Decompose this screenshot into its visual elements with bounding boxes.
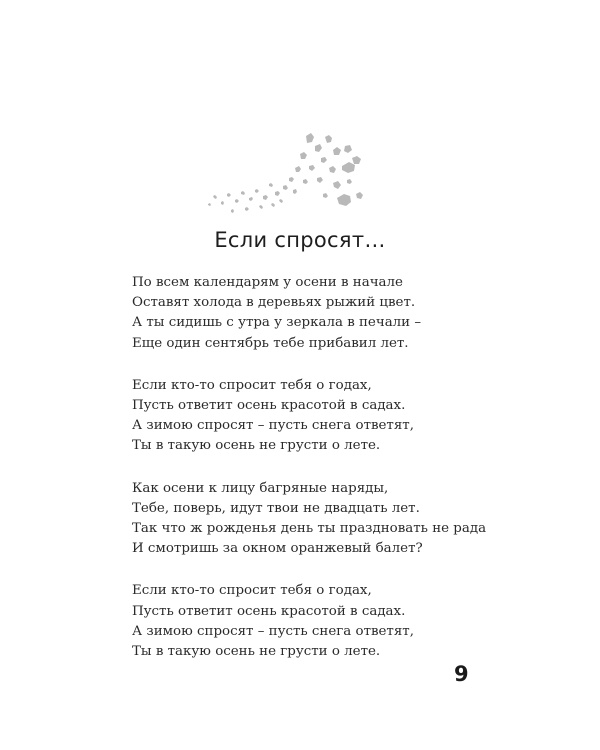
poem-line: А зимою спросят – пусть снега ответят,	[132, 418, 414, 434]
poem-line: Еще один сентябрь тебе прибавил лет.	[132, 335, 409, 351]
poem-line: Пусть ответит осень красотой в садах.	[132, 398, 406, 414]
poem-line: Тебе, поверь, идут твои не двадцать лет.	[132, 500, 420, 516]
falling-leaves-icon	[205, 128, 375, 223]
poem-line: Оставят холода в деревьях рыжий цвет.	[132, 295, 416, 311]
poem-line: А ты сидишь с утра у зеркала в печали –	[132, 315, 422, 331]
stanza-4	[132, 581, 552, 662]
page-number: 9	[454, 662, 469, 686]
poem-title: Если спросят…	[214, 228, 386, 252]
poem-line: А зимою спросят – пусть снега ответят,	[132, 623, 414, 639]
poem-line: Ты в такую осень не грусти о лете.	[132, 644, 381, 660]
poem-line: И смотришь за окном оранжевый балет?	[132, 541, 423, 557]
poem-line: Если кто-то спросит тебя о годах,	[132, 377, 372, 393]
stanza-1	[132, 273, 552, 354]
poem-line: Как осени к лицу багряные наряды,	[132, 480, 389, 496]
stanza-3	[132, 479, 552, 560]
poem-body	[132, 273, 552, 684]
poem-line: По всем календарям у осени в начале	[132, 275, 403, 290]
poem-line: Если кто-то спросит тебя о годах,	[132, 583, 372, 599]
stanza-2	[132, 376, 552, 457]
poem-line: Пусть ответит осень красотой в садах.	[132, 603, 406, 619]
poem-line: Ты в такую осень не грусти о лете.	[132, 438, 381, 454]
poem-line: Так что ж рожденья день ты праздновать не рада	[132, 521, 487, 537]
